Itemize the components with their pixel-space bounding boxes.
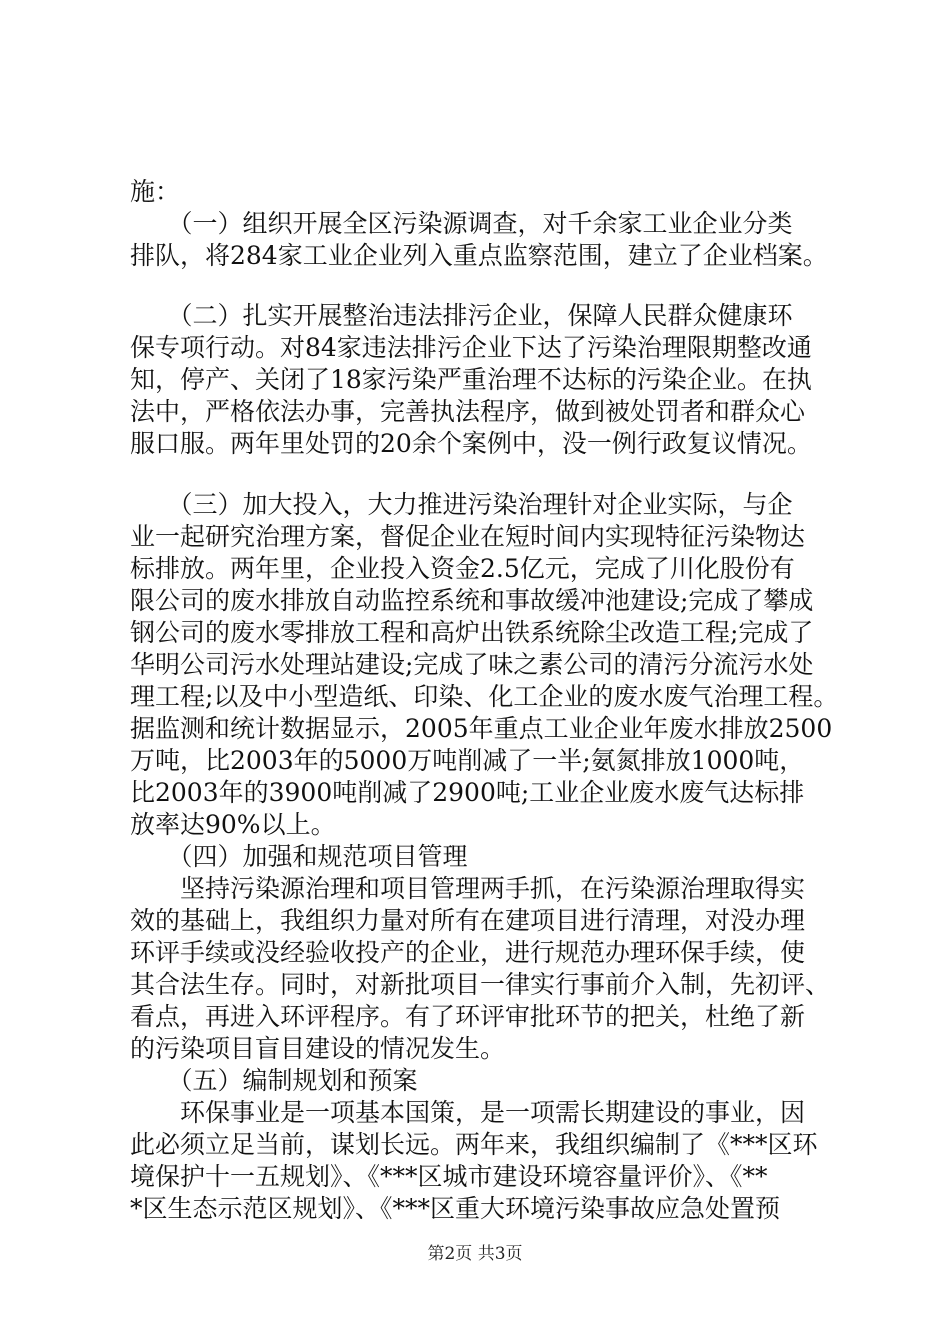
text-line: 保专项行动。对84家违法排污企业下达了污染治理限期整改通 <box>130 333 812 362</box>
text-line: 服口服。两年里处罚的20余个案例中，没一例行政复议情况。 <box>130 429 812 458</box>
text-line: 业一起研究治理方案，督促企业在短时间内实现特征污染物达 <box>130 522 806 551</box>
text-line: 坚持污染源治理和项目管理两手抓，在污染源治理取得实 <box>130 874 806 903</box>
text-line: 钢公司的废水零排放工程和高炉出铁系统除尘改造工程;完成了 <box>130 618 814 647</box>
text-line: 知，停产、关闭了18家污染严重治理不达标的污染企业。在执 <box>130 365 812 394</box>
text-line: 限公司的废水排放自动监控系统和事故缓冲池建设;完成了攀成 <box>130 586 814 615</box>
text-line: （二）扎实开展整治违法排污企业，保障人民群众健康环 <box>130 301 793 330</box>
text-line: 此必须立足当前，谋划长远。两年来，我组织编制了《***区环 <box>130 1130 818 1159</box>
text-line: 理工程;以及中小型造纸、印染、化工企业的废水废气治理工程。 <box>130 682 839 711</box>
section-heading: （四）加强和规范项目管理 <box>130 842 468 871</box>
text-line: 比2003年的3900吨削减了2900吨;工业企业废水废气达标排 <box>130 778 805 807</box>
page-number-footer: 第2页 共3页 <box>427 1244 523 1264</box>
text-line: *区生态示范区规划》、《***区重大环境污染事故应急处置预 <box>130 1194 781 1223</box>
text-line: （一）组织开展全区污染源调查，对千余家工业企业分类 <box>130 209 793 238</box>
text-line: 法中，严格依法办事，完善执法程序，做到被处罚者和群众心 <box>130 397 806 426</box>
text-line: （三）加大投入，大力推进污染治理针对企业实际，与企 <box>130 490 793 519</box>
text-line: 万吨，比2003年的5000万吨削减了一半;氨氮排放1000吨， <box>130 746 805 775</box>
text-line: 其合法生存。同时，对新批项目一律实行事前介入制，先初评、 <box>130 970 831 999</box>
text-line: 施： <box>130 177 181 206</box>
text-line: 效的基础上，我组织力量对所有在建项目进行清理，对没办理 <box>130 906 806 935</box>
text-line: 排队，将284家工业企业列入重点监察范围，建立了企业档案。 <box>130 241 828 270</box>
text-line: 华明公司污水处理站建设;完成了味之素公司的清污分流污水处 <box>130 650 814 679</box>
text-line: 环评手续或没经验收投产的企业，进行规范办理环保手续，使 <box>130 938 806 967</box>
section-heading: （五）编制规划和预案 <box>130 1066 418 1095</box>
text-line: 境保护十一五规划》、《***区城市建设环境容量评价》、《** <box>130 1162 768 1191</box>
text-line: 据监测和统计数据显示，2005年重点工业企业年废水排放2500 <box>130 714 833 743</box>
text-line: 环保事业是一项基本国策，是一项需长期建设的事业，因 <box>130 1098 806 1127</box>
text-line: 的污染项目盲目建设的情况发生。 <box>130 1034 506 1063</box>
text-line: 放率达90%以上。 <box>130 810 336 839</box>
text-line: 看点，再进入环评程序。有了环评审批环节的把关，杜绝了新 <box>130 1002 806 1031</box>
text-line: 标排放。两年里，企业投入资金2.5亿元，完成了川化股份有 <box>130 554 795 583</box>
